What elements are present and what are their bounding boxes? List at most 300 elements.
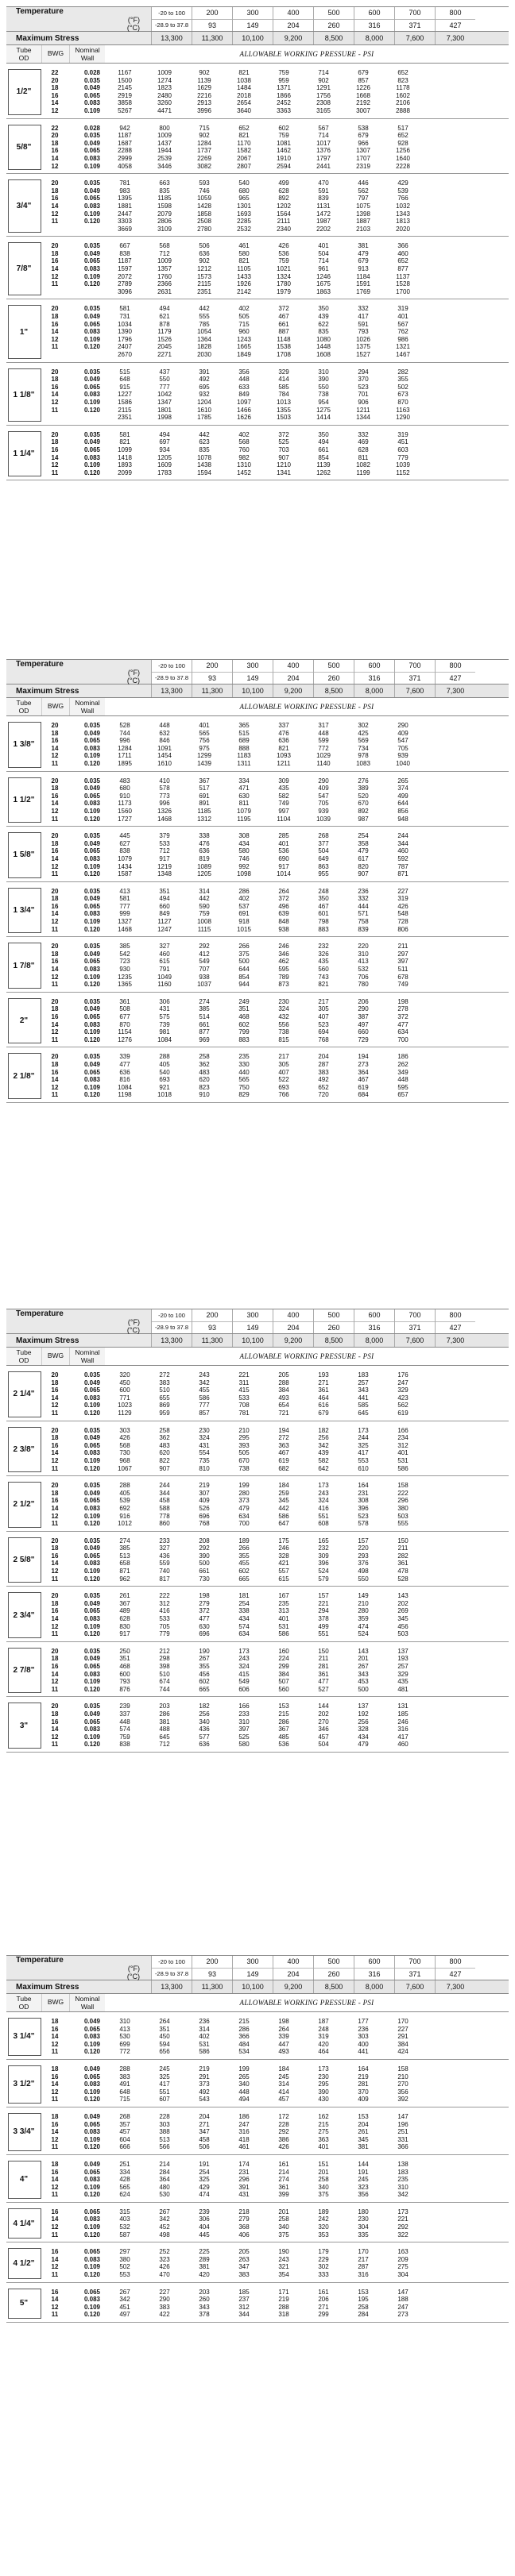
pressure-value: 642 — [318, 1464, 329, 1472]
pressure-value: 242 — [318, 2215, 329, 2223]
pressure-value: 1587 — [118, 870, 132, 878]
pressure-value: 996 — [159, 800, 170, 808]
pressure-value: 210 — [397, 2073, 409, 2080]
pressure-value: 849 — [159, 910, 170, 918]
table-row — [41, 2231, 509, 2239]
pressure-value: 892 — [358, 807, 369, 815]
pressure-value: 313 — [278, 1607, 289, 1615]
max-stress-value: 8,500 — [313, 684, 354, 697]
table-row — [41, 1394, 509, 1402]
pressure-value: 264 — [278, 2025, 289, 2033]
pressure-value: 744 — [159, 1685, 170, 1693]
pressure-value: 258 — [159, 1426, 170, 1434]
pressure-value: 258 — [199, 1053, 210, 1061]
pressure-value: 3082 — [197, 162, 211, 170]
pressure-value: 355 — [199, 1663, 210, 1670]
table-row — [41, 321, 509, 329]
max-stress-row — [6, 1333, 509, 1348]
pressure-value: 279 — [238, 2215, 250, 2223]
pressure-value: 1276 — [118, 1035, 132, 1043]
pressure-value: 384 — [397, 2040, 409, 2048]
max-stress-value: 11,300 — [192, 32, 232, 44]
table-row — [41, 2169, 509, 2177]
bwg-value: 16 — [51, 1718, 59, 1726]
pressure-value: 581 — [119, 895, 130, 903]
pressure-value: 480 — [159, 2183, 170, 2191]
pressure-value: 674 — [159, 1678, 170, 1686]
pressure-value: 231 — [238, 2168, 250, 2176]
pressure-value: 587 — [119, 2231, 130, 2239]
tube-od-cell — [6, 2110, 41, 2154]
table-row — [41, 2176, 509, 2184]
pressure-value: 173 — [358, 1426, 369, 1434]
pressure-value: 266 — [238, 943, 250, 951]
pressure-value: 230 — [278, 997, 289, 1005]
pressure-value: 699 — [119, 2040, 130, 2048]
tube-od-label: 1 7/8" — [13, 961, 35, 970]
pressure-value: 779 — [159, 1630, 170, 1638]
pressure-value: 531 — [278, 1622, 289, 1630]
pressure-value: 701 — [358, 391, 369, 399]
pressure-value: 381 — [159, 1718, 170, 1726]
pressure-value: 1205 — [157, 453, 172, 461]
pressure-value: 1080 — [316, 335, 331, 343]
table-row — [41, 438, 509, 446]
pressure-value: 578 — [358, 1520, 369, 1528]
pressure-value: 603 — [397, 445, 409, 453]
pressure-value: 537 — [238, 902, 250, 910]
table-row — [41, 2033, 509, 2041]
pressure-value: 257 — [358, 1379, 369, 1386]
pressure-value: 1813 — [396, 218, 410, 226]
temperature-cell — [192, 1956, 232, 1980]
pressure-value: 1049 — [157, 973, 172, 981]
bwg-value: 14 — [51, 154, 59, 162]
pressure-value: 467 — [278, 1449, 289, 1457]
pressure-value: 1083 — [356, 759, 370, 767]
bwg-value: 18 — [51, 2112, 59, 2120]
pressure-value: 829 — [238, 1091, 250, 1099]
table-row — [41, 1703, 509, 1710]
bwg-value: 16 — [51, 1068, 59, 1076]
pressure-value: 355 — [397, 376, 409, 384]
pressure-value: 1097 — [237, 398, 251, 406]
pressure-value: 289 — [199, 2255, 210, 2263]
tube-od-label: 2 1/8" — [13, 1071, 35, 1081]
wall-value: 0.065 — [83, 2288, 100, 2296]
pressure-value: 670 — [238, 1456, 250, 1464]
pressure-value: 630 — [238, 792, 250, 800]
nominal-wall-header-line: Nominal — [75, 46, 100, 54]
table-row — [41, 1648, 509, 1656]
pressure-value: 644 — [397, 800, 409, 808]
pressure-value: 166 — [397, 1426, 409, 1434]
pressure-value: 780 — [358, 981, 369, 989]
pressure-value: 286 — [238, 2025, 250, 2033]
pressure-value: 344 — [397, 839, 409, 847]
pressure-value: 661 — [199, 1020, 210, 1028]
pressure-value: 131 — [397, 1703, 409, 1710]
temp-f-value: 500 — [314, 8, 354, 20]
max-stress-value: 10,100 — [232, 32, 273, 44]
pressure-value: 883 — [318, 925, 329, 933]
max-stress-value: 8,000 — [354, 1980, 394, 1993]
wall-value: 0.120 — [83, 2271, 100, 2279]
pressure-value: 413 — [119, 2025, 130, 2033]
table-row — [41, 179, 509, 187]
pressure-value: 445 — [199, 2231, 210, 2239]
pressure-value: 1484 — [237, 84, 251, 92]
pressure-value: 291 — [199, 2073, 210, 2080]
table-row — [41, 1084, 509, 1092]
temperature-cell — [435, 7, 475, 31]
wall-value: 0.049 — [83, 84, 100, 92]
group-rows — [41, 2205, 509, 2242]
pressure-value: 553 — [358, 1456, 369, 1464]
pressure-value: 1395 — [118, 195, 132, 202]
pressure-value: 375 — [238, 950, 250, 958]
pressure-value: 493 — [278, 1394, 289, 1402]
pressure-value: 345 — [278, 1497, 289, 1505]
bwg-value: 12 — [51, 2135, 59, 2143]
pressure-value: 1348 — [157, 870, 172, 878]
bwg-value: 14 — [51, 854, 59, 862]
pressure-value: 660 — [358, 1028, 369, 1036]
pressure-value: 217 — [318, 997, 329, 1005]
table-row — [41, 446, 509, 454]
pressure-value: 1500 — [118, 76, 132, 84]
pressure-value: 350 — [318, 305, 329, 313]
temp-c-value: 204 — [287, 1969, 300, 1978]
wall-value: 0.049 — [83, 895, 100, 903]
pressure-value: 1597 — [118, 265, 132, 273]
bwg-value: 16 — [51, 147, 59, 155]
table-row — [41, 943, 509, 951]
bwg-value: 12 — [51, 335, 59, 343]
pressure-value: 398 — [159, 1663, 170, 1670]
temp-units — [16, 669, 151, 677]
wall-value: 0.065 — [83, 847, 100, 855]
pressure-value: 407 — [318, 1013, 329, 1020]
pressure-value: 543 — [199, 2096, 210, 2104]
pressure-value: 150 — [397, 1537, 409, 1544]
temp-f-value: 400 — [273, 1310, 313, 1322]
pressure-value: 349 — [397, 1068, 409, 1076]
pressure-value: 820 — [358, 862, 369, 870]
pressure-value: 954 — [318, 398, 329, 406]
pressure-value: 259 — [278, 1489, 289, 1497]
pressure-value: 547 — [397, 737, 409, 745]
pressure-value: 202 — [318, 1710, 329, 1718]
pressure-value: 366 — [238, 2033, 250, 2041]
table-row — [41, 903, 509, 911]
pressure-value: 452 — [159, 2223, 170, 2231]
bwg-value: 20 — [51, 1647, 59, 1655]
pressure-value: 359 — [358, 1615, 369, 1623]
pressure-value: 634 — [238, 1630, 250, 1638]
pressure-value: 287 — [318, 1060, 329, 1068]
pressure-value: 2888 — [396, 106, 410, 114]
pressure-value: 721 — [278, 1409, 289, 1417]
bwg-value: 16 — [51, 2288, 59, 2296]
tube-od-label: 1" — [19, 327, 29, 337]
temperature-cell — [435, 660, 475, 684]
wall-value: 0.109 — [83, 1456, 100, 1464]
pressure-value: 288 — [278, 1379, 289, 1386]
pressure-value: 385 — [119, 943, 130, 951]
wall-value: 0.109 — [83, 1678, 100, 1686]
pressure-value: 503 — [397, 1630, 409, 1638]
pressure-value: 442 — [278, 1504, 289, 1512]
pressure-value: 948 — [397, 815, 409, 823]
wall-value: 0.049 — [83, 2065, 100, 2073]
wall-value: 0.083 — [83, 2080, 100, 2088]
pressure-value: 404 — [199, 2223, 210, 2231]
pressure-value: 361 — [397, 1560, 409, 1568]
pressure-value: 322 — [397, 2231, 409, 2239]
pressure-value: 362 — [199, 1060, 210, 1068]
pressure-value: 211 — [397, 943, 409, 951]
bwg-value: 12 — [51, 1456, 59, 1464]
tube-od-label: 3 1/4" — [13, 2032, 35, 2042]
pressure-value: 340 — [238, 2080, 250, 2088]
pressure-value: 274 — [199, 997, 210, 1005]
wall-value: 0.120 — [83, 2311, 100, 2319]
wall-value: 0.120 — [83, 870, 100, 878]
max-stress-value: 8,000 — [354, 32, 394, 44]
pressure-value: 568 — [159, 242, 170, 250]
pressure-value: 749 — [397, 981, 409, 989]
pressure-value: 326 — [318, 950, 329, 958]
temp-c-value: 204 — [287, 1323, 300, 1332]
pressure-value: 373 — [199, 2080, 210, 2088]
table-row — [41, 888, 509, 896]
pressure-value: 402 — [238, 430, 250, 438]
pressure-value: 198 — [397, 997, 409, 1005]
pressure-value: 730 — [199, 1575, 210, 1583]
pressure-value: 3109 — [157, 225, 172, 233]
wall-value: 0.109 — [83, 210, 100, 218]
pressure-value: 523 — [358, 383, 369, 391]
wall-value: 0.120 — [83, 2191, 100, 2199]
pressure-value: 358 — [358, 839, 369, 847]
bwg-header: BWG — [42, 45, 70, 63]
pressure-value: 568 — [119, 1441, 130, 1449]
pressure-value: 456 — [397, 1622, 409, 1630]
temperature-cell — [273, 1956, 313, 1980]
bwg-value: 16 — [51, 1663, 59, 1670]
pressure-value: 363 — [278, 1441, 289, 1449]
pressure-value: 263 — [238, 2255, 250, 2263]
pressure-value: 505 — [238, 313, 250, 321]
table-row — [41, 1076, 509, 1084]
pressure-value: 602 — [238, 1568, 250, 1575]
pressure-value: 553 — [119, 2271, 130, 2279]
pressure-value: 712 — [159, 1741, 170, 1749]
pressure-value: 269 — [397, 1607, 409, 1615]
pressure-value: 314 — [199, 887, 210, 895]
pressure-value: 2106 — [396, 99, 410, 107]
tube-od-cell — [6, 176, 41, 236]
tube-od-header-line: OD — [18, 1356, 29, 1364]
group-rows — [41, 2245, 509, 2281]
max-stress-value: 13,300 — [151, 1334, 192, 1347]
pressure-value: 932 — [199, 391, 210, 399]
pressure-value: 907 — [278, 453, 289, 461]
table-row — [41, 1402, 509, 1409]
temp-f-value: 200 — [192, 1310, 232, 1322]
pressure-value: 180 — [358, 2208, 369, 2215]
nominal-wall-header — [70, 698, 105, 715]
pressure-value: 308 — [238, 832, 250, 840]
pressure-value: 211 — [397, 1544, 409, 1552]
pressure-value: 1026 — [356, 335, 370, 343]
pressure-value: 498 — [159, 2231, 170, 2239]
pressure-value: 983 — [119, 187, 130, 195]
pressure-value: 1468 — [157, 815, 172, 823]
table-row — [41, 2223, 509, 2231]
pressure-value: 366 — [397, 2143, 409, 2151]
pressure-value: 2351 — [118, 414, 132, 422]
pressure-value: 340 — [278, 2223, 289, 2231]
wall-value: 0.049 — [83, 950, 100, 958]
pressure-value: 401 — [397, 313, 409, 321]
pressure-value: 522 — [278, 1076, 289, 1084]
pressure-value: 230 — [199, 1426, 210, 1434]
pressure-value: 297 — [119, 2248, 130, 2256]
pressure-value: 1433 — [237, 272, 251, 280]
pressure-value: 497 — [358, 1020, 369, 1028]
pressure-value: 2142 — [237, 287, 251, 295]
temp-f-value: 800 — [436, 1957, 475, 1969]
pressure-value: 2103 — [356, 225, 370, 233]
pressure-value: 414 — [278, 2088, 289, 2096]
pressure-value: 505 — [238, 1449, 250, 1457]
table-row — [41, 273, 509, 281]
pressure-value: 361 — [318, 1386, 329, 1394]
tube-od-header — [6, 1994, 42, 2011]
tube-size-group — [6, 2015, 509, 2060]
pressure-value: 2115 — [118, 406, 132, 414]
bwg-value: 12 — [51, 918, 59, 926]
pressure-value: 978 — [358, 752, 369, 760]
temperature-cell — [313, 660, 354, 684]
pressure-value: 636 — [199, 847, 210, 855]
pressure-value: 442 — [199, 895, 210, 903]
pressure-value: 179 — [318, 2248, 329, 2256]
wall-value: 0.035 — [83, 777, 100, 785]
wall-value: 0.083 — [83, 202, 100, 210]
max-stress-value: 7,300 — [435, 1334, 475, 1347]
pressure-value: 1018 — [157, 1091, 172, 1099]
max-stress-value: 8,500 — [313, 1980, 354, 1993]
table-row — [41, 288, 509, 296]
pressure-value: 292 — [199, 1544, 210, 1552]
bwg-value: 20 — [51, 1703, 59, 1710]
nominal-wall-header — [70, 45, 105, 63]
pressure-value: 227 — [397, 887, 409, 895]
pressure-value: 153 — [358, 2288, 369, 2296]
pressure-value: 1012 — [118, 1520, 132, 1528]
wall-value: 0.049 — [83, 2112, 100, 2120]
pressure-value: 955 — [318, 870, 329, 878]
table-row — [41, 855, 509, 863]
pressure-value: 219 — [278, 2296, 289, 2304]
pressure-value: 731 — [119, 313, 130, 321]
temp-f-value: 800 — [436, 8, 475, 20]
pressure-value: 162 — [318, 2112, 329, 2120]
wall-value: 0.083 — [83, 99, 100, 107]
pressure-value: 267 — [119, 2288, 130, 2296]
bwg-value: 20 — [51, 242, 59, 250]
pressure-value: 1797 — [316, 154, 331, 162]
max-stress-value: 7,300 — [435, 684, 475, 697]
pressure-value: 623 — [199, 438, 210, 446]
table-row — [41, 730, 509, 738]
pressure-value: 700 — [238, 1520, 250, 1528]
pressure-value: 203 — [159, 1703, 170, 1710]
wall-value: 0.109 — [83, 272, 100, 280]
pressure-value: 266 — [238, 1544, 250, 1552]
bwg-value: 12 — [51, 973, 59, 981]
pressure-value: 585 — [358, 1402, 369, 1409]
pressure-value: 314 — [199, 2025, 210, 2033]
temp-f-value: 600 — [354, 661, 394, 673]
pressure-value: 290 — [318, 777, 329, 785]
pressure-value: 730 — [119, 1449, 130, 1457]
pressure-value: 288 — [119, 2065, 130, 2073]
pressure-value: 1881 — [118, 202, 132, 210]
pressure-value: 504 — [318, 249, 329, 257]
pressure-value: 365 — [238, 722, 250, 729]
pressure-value: 215 — [238, 2018, 250, 2025]
pressure-value: 1347 — [157, 398, 172, 406]
pressure-value: 478 — [397, 1568, 409, 1575]
table-row — [41, 1465, 509, 1473]
pressure-value: 835 — [318, 328, 329, 336]
table-row — [41, 760, 509, 768]
wall-value: 0.035 — [83, 430, 100, 438]
pressure-value: 328 — [358, 1726, 369, 1733]
pressure-value: 857 — [199, 1409, 210, 1417]
pressure-value: 2806 — [157, 218, 172, 226]
wall-value: 0.065 — [83, 792, 100, 800]
pressure-value: 1895 — [118, 759, 132, 767]
table-row — [41, 1710, 509, 1718]
pressure-value: 2919 — [118, 91, 132, 99]
pressure-value: 2285 — [237, 218, 251, 226]
pressure-value: 1796 — [118, 335, 132, 343]
tube-size-group — [6, 302, 509, 362]
temp-unit-c: (°C) — [126, 1972, 140, 1980]
pressure-value: 225 — [199, 2248, 210, 2256]
bwg-value: 20 — [51, 179, 59, 187]
pressure-value: 1326 — [157, 807, 172, 815]
tube-size-group — [6, 2245, 509, 2282]
pressure-value: 350 — [318, 430, 329, 438]
pressure-value: 199 — [238, 2065, 250, 2073]
pressure-value: 1866 — [277, 91, 291, 99]
pressure-value: 344 — [238, 2311, 250, 2319]
pressure-value: 910 — [199, 1091, 210, 1099]
pressure-value: 383 — [159, 1379, 170, 1386]
temp-c-value: 260 — [327, 21, 340, 29]
pressure-value: 303 — [119, 1426, 130, 1434]
wall-value: 0.065 — [83, 737, 100, 745]
pressure-value: 517 — [397, 124, 409, 132]
wall-value: 0.049 — [83, 2018, 100, 2025]
pressure-value: 230 — [318, 2073, 329, 2080]
